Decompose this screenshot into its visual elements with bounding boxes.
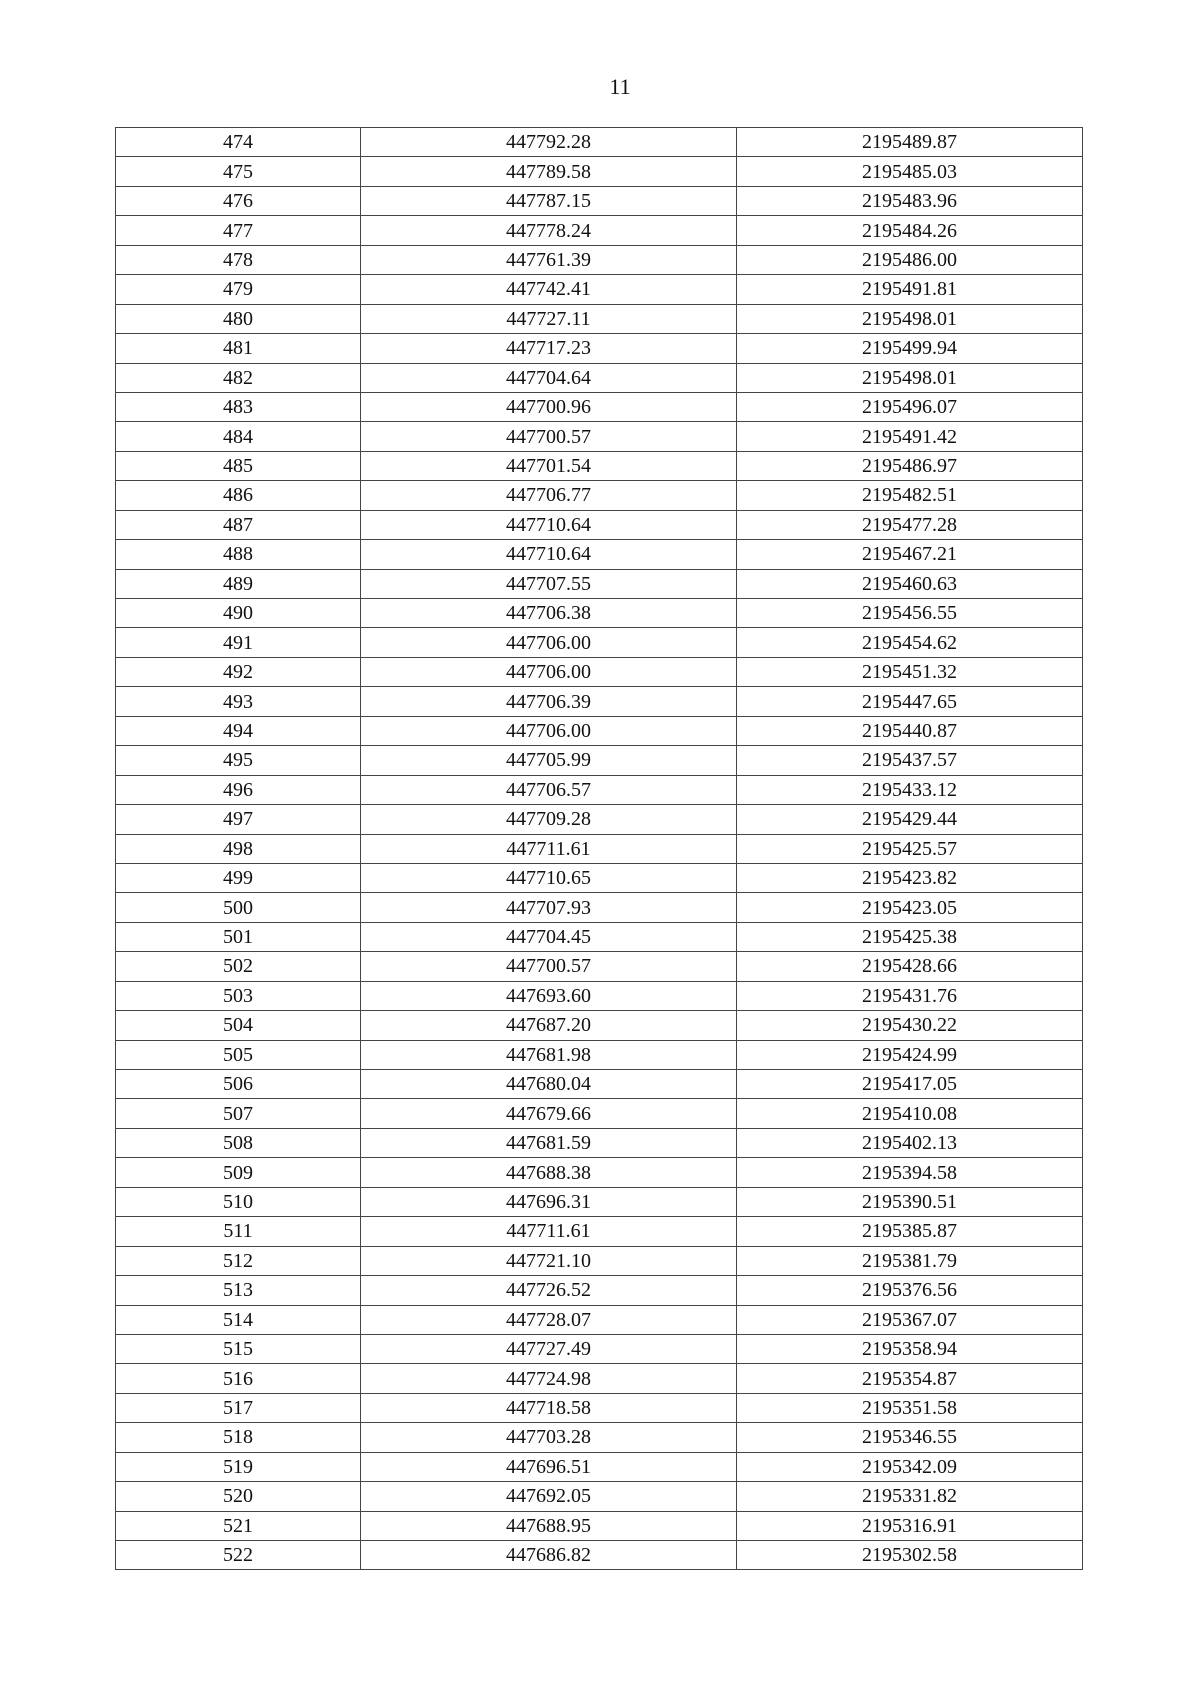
x-coordinate-cell: 447707.55: [361, 569, 737, 598]
table-row: [116, 628, 1083, 657]
table-row: [116, 775, 1083, 804]
y-coordinate-cell: 2195367.07: [737, 1305, 1083, 1334]
x-coordinate-cell: 447707.93: [361, 893, 737, 922]
y-coordinate-cell: 2195460.63: [737, 569, 1083, 598]
x-coordinate-cell: 447700.57: [361, 422, 737, 451]
y-coordinate-cell: 2195496.07: [737, 392, 1083, 421]
point-number-cell: 497: [116, 805, 361, 834]
table-row: [116, 1040, 1083, 1069]
point-number-cell: 506: [116, 1070, 361, 1099]
table-row: [116, 1393, 1083, 1422]
x-coordinate-cell: 447706.00: [361, 716, 737, 745]
x-coordinate-cell: 447709.28: [361, 805, 737, 834]
y-coordinate-cell: 2195456.55: [737, 599, 1083, 628]
x-coordinate-cell: 447688.38: [361, 1158, 737, 1187]
x-coordinate-cell: 447680.04: [361, 1070, 737, 1099]
x-coordinate-cell: 447710.65: [361, 863, 737, 892]
point-number-cell: 522: [116, 1541, 361, 1570]
table-row: [116, 422, 1083, 451]
point-number-cell: 495: [116, 746, 361, 775]
x-coordinate-cell: 447789.58: [361, 157, 737, 186]
x-coordinate-cell: 447706.00: [361, 628, 737, 657]
point-number-cell: 494: [116, 716, 361, 745]
y-coordinate-cell: 2195358.94: [737, 1334, 1083, 1363]
y-coordinate-cell: 2195484.26: [737, 216, 1083, 245]
y-coordinate-cell: 2195499.94: [737, 334, 1083, 363]
x-coordinate-cell: 447742.41: [361, 275, 737, 304]
table-row: [116, 1158, 1083, 1187]
point-number-cell: 484: [116, 422, 361, 451]
y-coordinate-cell: 2195402.13: [737, 1128, 1083, 1157]
table-row: [116, 304, 1083, 333]
point-number-cell: 483: [116, 392, 361, 421]
table-row: [116, 1011, 1083, 1040]
x-coordinate-cell: 447686.82: [361, 1541, 737, 1570]
point-number-cell: 493: [116, 687, 361, 716]
x-coordinate-cell: 447679.66: [361, 1099, 737, 1128]
point-number-cell: 517: [116, 1393, 361, 1422]
point-number-cell: 479: [116, 275, 361, 304]
table-row: [116, 657, 1083, 686]
x-coordinate-cell: 447706.57: [361, 775, 737, 804]
point-number-cell: 482: [116, 363, 361, 392]
y-coordinate-cell: 2195429.44: [737, 805, 1083, 834]
y-coordinate-cell: 2195491.42: [737, 422, 1083, 451]
y-coordinate-cell: 2195467.21: [737, 540, 1083, 569]
point-number-cell: 518: [116, 1423, 361, 1452]
x-coordinate-cell: 447696.51: [361, 1452, 737, 1481]
y-coordinate-cell: 2195433.12: [737, 775, 1083, 804]
table-row: [116, 922, 1083, 951]
y-coordinate-cell: 2195486.97: [737, 451, 1083, 480]
point-number-cell: 502: [116, 952, 361, 981]
y-coordinate-cell: 2195417.05: [737, 1070, 1083, 1099]
table-row: [116, 334, 1083, 363]
x-coordinate-cell: 447706.00: [361, 657, 737, 686]
y-coordinate-cell: 2195489.87: [737, 128, 1083, 157]
y-coordinate-cell: 2195346.55: [737, 1423, 1083, 1452]
table-row: [116, 893, 1083, 922]
x-coordinate-cell: 447701.54: [361, 451, 737, 480]
table-row: [116, 1364, 1083, 1393]
x-coordinate-cell: 447717.23: [361, 334, 737, 363]
y-coordinate-cell: 2195351.58: [737, 1393, 1083, 1422]
x-coordinate-cell: 447710.64: [361, 540, 737, 569]
table-row: [116, 716, 1083, 745]
y-coordinate-cell: 2195302.58: [737, 1541, 1083, 1570]
x-coordinate-cell: 447778.24: [361, 216, 737, 245]
point-number-cell: 508: [116, 1128, 361, 1157]
table-row: [116, 1511, 1083, 1540]
table-row: [116, 1246, 1083, 1275]
table-row: [116, 363, 1083, 392]
table-row: [116, 1276, 1083, 1305]
x-coordinate-cell: 447787.15: [361, 186, 737, 215]
table-row: [116, 834, 1083, 863]
y-coordinate-cell: 2195316.91: [737, 1511, 1083, 1540]
y-coordinate-cell: 2195423.05: [737, 893, 1083, 922]
y-coordinate-cell: 2195451.32: [737, 657, 1083, 686]
x-coordinate-cell: 447761.39: [361, 245, 737, 274]
x-coordinate-cell: 447710.64: [361, 510, 737, 539]
x-coordinate-cell: 447728.07: [361, 1305, 737, 1334]
table-row: [116, 687, 1083, 716]
y-coordinate-cell: 2195425.57: [737, 834, 1083, 863]
point-number-cell: 520: [116, 1482, 361, 1511]
y-coordinate-cell: 2195423.82: [737, 863, 1083, 892]
x-coordinate-cell: 447700.57: [361, 952, 737, 981]
point-number-cell: 500: [116, 893, 361, 922]
y-coordinate-cell: 2195342.09: [737, 1452, 1083, 1481]
point-number-cell: 477: [116, 216, 361, 245]
table-row: [116, 510, 1083, 539]
table-row: [116, 216, 1083, 245]
table-row: [116, 805, 1083, 834]
table-row: [116, 1070, 1083, 1099]
point-number-cell: 475: [116, 157, 361, 186]
y-coordinate-cell: 2195331.82: [737, 1482, 1083, 1511]
x-coordinate-cell: 447706.39: [361, 687, 737, 716]
x-coordinate-cell: 447711.61: [361, 834, 737, 863]
y-coordinate-cell: 2195410.08: [737, 1099, 1083, 1128]
y-coordinate-cell: 2195498.01: [737, 304, 1083, 333]
x-coordinate-cell: 447718.58: [361, 1393, 737, 1422]
point-number-cell: 491: [116, 628, 361, 657]
table-row: [116, 392, 1083, 421]
y-coordinate-cell: 2195390.51: [737, 1187, 1083, 1216]
x-coordinate-cell: 447724.98: [361, 1364, 737, 1393]
table-row: [116, 1305, 1083, 1334]
y-coordinate-cell: 2195477.28: [737, 510, 1083, 539]
x-coordinate-cell: 447726.52: [361, 1276, 737, 1305]
y-coordinate-cell: 2195482.51: [737, 481, 1083, 510]
table-row: [116, 1482, 1083, 1511]
table-row: [116, 1541, 1083, 1570]
point-number-cell: 507: [116, 1099, 361, 1128]
point-number-cell: 487: [116, 510, 361, 539]
y-coordinate-cell: 2195498.01: [737, 363, 1083, 392]
point-number-cell: 505: [116, 1040, 361, 1069]
point-number-cell: 511: [116, 1217, 361, 1246]
x-coordinate-cell: 447721.10: [361, 1246, 737, 1275]
x-coordinate-cell: 447711.61: [361, 1217, 737, 1246]
y-coordinate-cell: 2195385.87: [737, 1217, 1083, 1246]
y-coordinate-cell: 2195430.22: [737, 1011, 1083, 1040]
y-coordinate-cell: 2195424.99: [737, 1040, 1083, 1069]
point-number-cell: 476: [116, 186, 361, 215]
point-number-cell: 513: [116, 1276, 361, 1305]
table-row: [116, 981, 1083, 1010]
y-coordinate-cell: 2195447.65: [737, 687, 1083, 716]
x-coordinate-cell: 447704.64: [361, 363, 737, 392]
point-number-cell: 514: [116, 1305, 361, 1334]
point-number-cell: 492: [116, 657, 361, 686]
table-row: [116, 451, 1083, 480]
y-coordinate-cell: 2195376.56: [737, 1276, 1083, 1305]
table-row: [116, 1452, 1083, 1481]
page-number: 11: [609, 74, 631, 99]
table-row: [116, 1217, 1083, 1246]
y-coordinate-cell: 2195491.81: [737, 275, 1083, 304]
point-number-cell: 504: [116, 1011, 361, 1040]
point-number-cell: 516: [116, 1364, 361, 1393]
point-number-cell: 519: [116, 1452, 361, 1481]
point-number-cell: 486: [116, 481, 361, 510]
y-coordinate-cell: 2195483.96: [737, 186, 1083, 215]
table-row: [116, 1187, 1083, 1216]
y-coordinate-cell: 2195425.38: [737, 922, 1083, 951]
table-row: [116, 245, 1083, 274]
x-coordinate-cell: 447700.96: [361, 392, 737, 421]
y-coordinate-cell: 2195440.87: [737, 716, 1083, 745]
table-row: [116, 746, 1083, 775]
table-row: [116, 540, 1083, 569]
point-number-cell: 489: [116, 569, 361, 598]
table-row: [116, 1423, 1083, 1452]
point-number-cell: 509: [116, 1158, 361, 1187]
table-row: [116, 1128, 1083, 1157]
point-number-cell: 499: [116, 863, 361, 892]
table-row: [116, 863, 1083, 892]
table-row: [116, 128, 1083, 157]
point-number-cell: 512: [116, 1246, 361, 1275]
x-coordinate-cell: 447706.77: [361, 481, 737, 510]
point-number-cell: 478: [116, 245, 361, 274]
x-coordinate-cell: 447792.28: [361, 128, 737, 157]
point-number-cell: 488: [116, 540, 361, 569]
x-coordinate-cell: 447688.95: [361, 1511, 737, 1540]
x-coordinate-cell: 447727.11: [361, 304, 737, 333]
y-coordinate-cell: 2195485.03: [737, 157, 1083, 186]
y-coordinate-cell: 2195437.57: [737, 746, 1083, 775]
coordinates-table: [115, 127, 1083, 1570]
point-number-cell: 485: [116, 451, 361, 480]
table-row: [116, 599, 1083, 628]
x-coordinate-cell: 447696.31: [361, 1187, 737, 1216]
point-number-cell: 496: [116, 775, 361, 804]
table-row: [116, 569, 1083, 598]
y-coordinate-cell: 2195454.62: [737, 628, 1083, 657]
table-row: [116, 157, 1083, 186]
x-coordinate-cell: 447692.05: [361, 1482, 737, 1511]
y-coordinate-cell: 2195354.87: [737, 1364, 1083, 1393]
y-coordinate-cell: 2195431.76: [737, 981, 1083, 1010]
point-number-cell: 480: [116, 304, 361, 333]
table-row: [116, 186, 1083, 215]
point-number-cell: 503: [116, 981, 361, 1010]
point-number-cell: 501: [116, 922, 361, 951]
y-coordinate-cell: 2195381.79: [737, 1246, 1083, 1275]
table-row: [116, 481, 1083, 510]
table-row: [116, 275, 1083, 304]
point-number-cell: 474: [116, 128, 361, 157]
table-row: [116, 1334, 1083, 1363]
x-coordinate-cell: 447706.38: [361, 599, 737, 628]
point-number-cell: 498: [116, 834, 361, 863]
y-coordinate-cell: 2195428.66: [737, 952, 1083, 981]
x-coordinate-cell: 447681.98: [361, 1040, 737, 1069]
x-coordinate-cell: 447727.49: [361, 1334, 737, 1363]
table-row: [116, 952, 1083, 981]
x-coordinate-cell: 447693.60: [361, 981, 737, 1010]
y-coordinate-cell: 2195394.58: [737, 1158, 1083, 1187]
point-number-cell: 510: [116, 1187, 361, 1216]
point-number-cell: 490: [116, 599, 361, 628]
x-coordinate-cell: 447705.99: [361, 746, 737, 775]
x-coordinate-cell: 447681.59: [361, 1128, 737, 1157]
table-row: [116, 1099, 1083, 1128]
point-number-cell: 481: [116, 334, 361, 363]
x-coordinate-cell: 447703.28: [361, 1423, 737, 1452]
x-coordinate-cell: 447687.20: [361, 1011, 737, 1040]
point-number-cell: 521: [116, 1511, 361, 1540]
point-number-cell: 515: [116, 1334, 361, 1363]
x-coordinate-cell: 447704.45: [361, 922, 737, 951]
coordinates-table-body: [116, 128, 1083, 1570]
y-coordinate-cell: 2195486.00: [737, 245, 1083, 274]
